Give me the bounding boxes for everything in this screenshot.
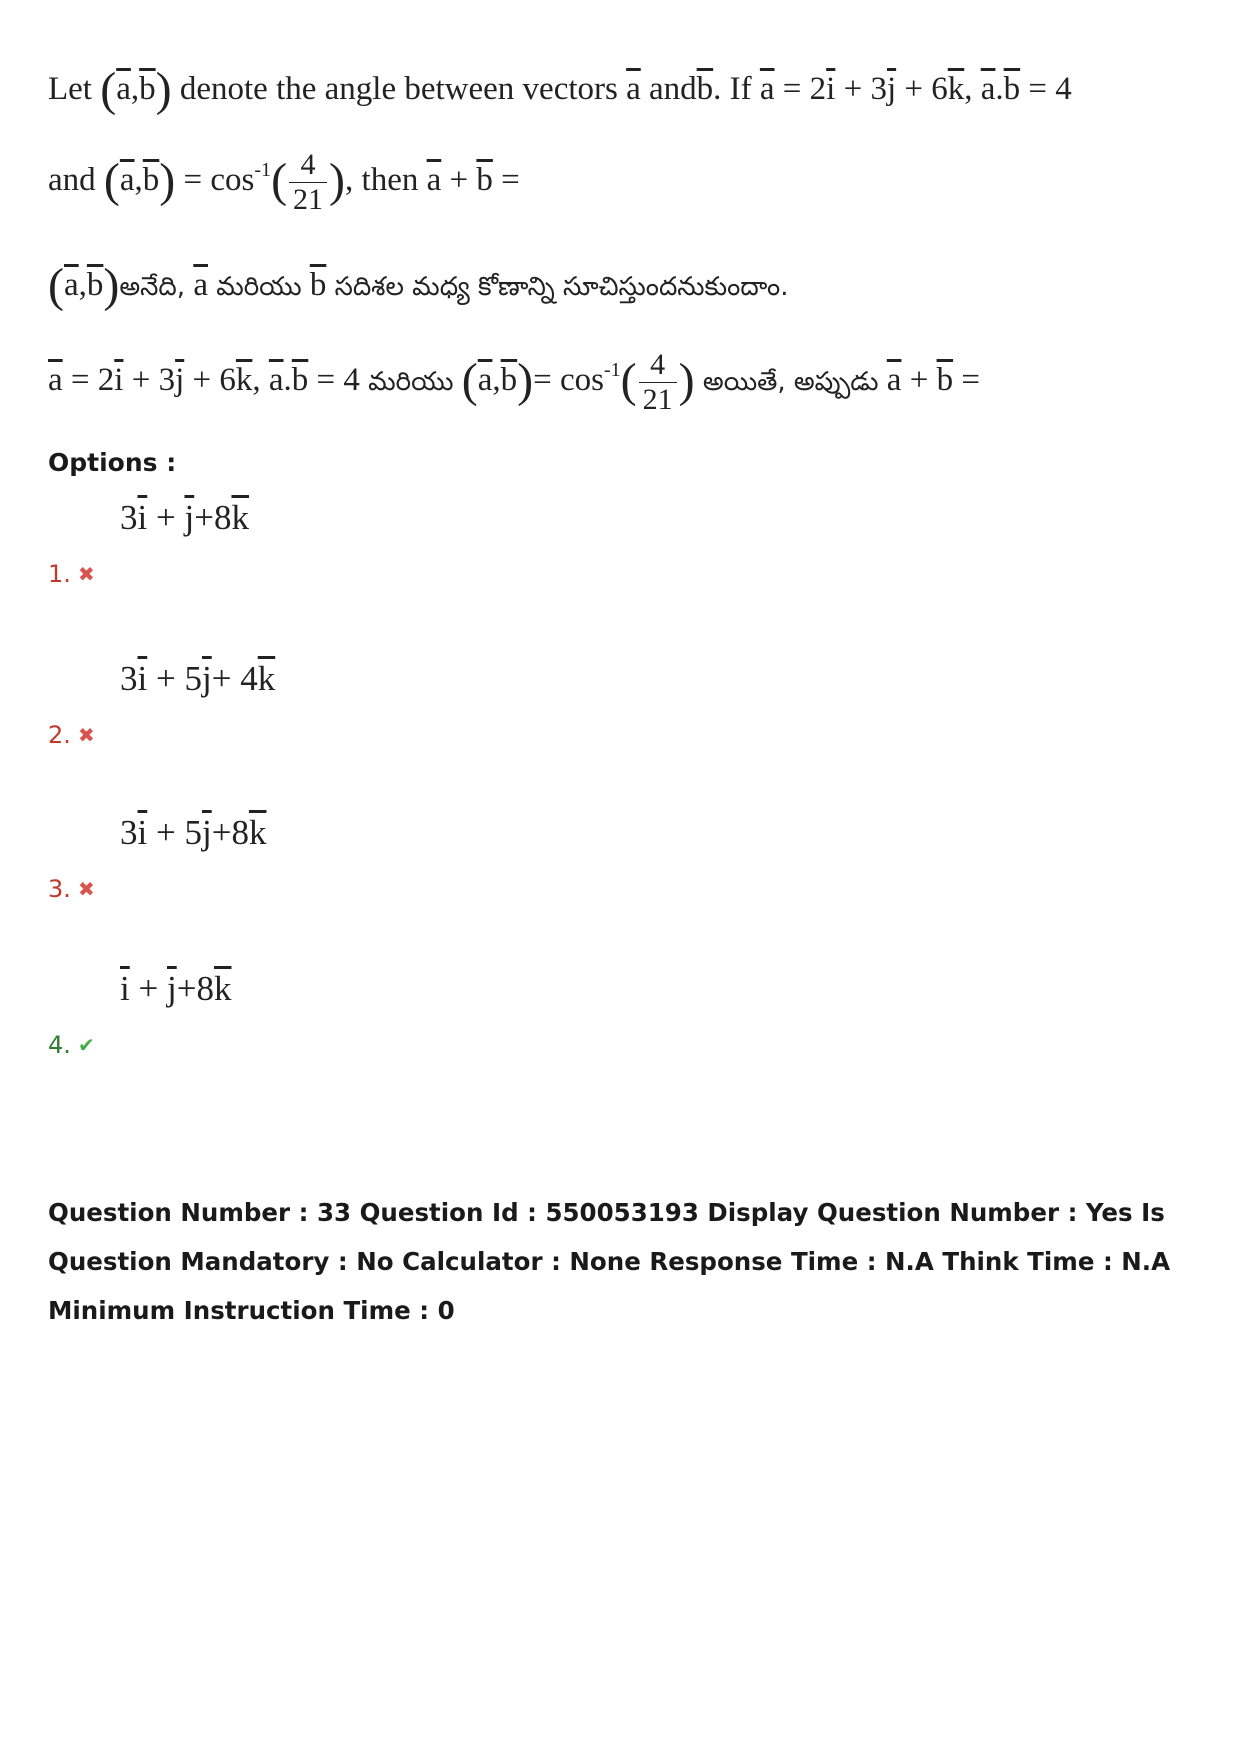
plus: + [211,659,232,698]
dot-b-2: $\overline{b}$ [291,362,309,399]
vec-a-6: $\overline{a}$ [477,362,493,399]
option-number: 1. [48,560,71,588]
inverse-sup-2: -1 [604,359,621,382]
option-2[interactable] [48,659,648,749]
paren-close-2: ) [159,154,176,208]
comma-5: , [252,362,261,399]
option-4[interactable] [48,969,648,1059]
telugu-mariyu: మరియు [216,272,302,302]
paren-open-3: ( [271,154,288,208]
coef-k: 4 [240,659,258,698]
plus: + [176,969,197,1008]
fraction-denominator: 21 [293,183,324,216]
coef-k: 8 [231,813,249,852]
plus-6-b: + 6 [192,362,236,399]
dot-a: $\overline{a}$ [980,71,996,107]
sum-a: $\overline{a}$ [426,162,442,199]
paren-close: ) [155,63,172,116]
paren-close-6: ) [678,354,695,408]
unit-i: $\overline{i}$ [137,813,148,852]
eq-2: = 2 [782,71,827,107]
paren-open-4: ( [48,259,64,312]
sum-plus-2: + [909,362,929,399]
unit-k: $\overline{k}$ [213,969,232,1008]
unit-k: $\overline{k}$ [248,813,267,852]
coef-k: 8 [196,969,214,1008]
vec-b: $\overline{b}$ [139,71,156,107]
cross-icon: ✖ [78,562,95,586]
telugu-anedi: అనేది, [119,272,186,302]
unit-j: $\overline{j}$ [166,969,177,1008]
telugu-ayithe: అయితే, అప్పుడు [702,367,879,398]
coef-j: 5 [184,659,202,698]
and-text: and [649,71,697,107]
telugu-rest: సదిశల మధ్య కోణాన్ని సూచిస్తుందనుకుందాం. [334,272,789,302]
question-english-line-2 [48,148,520,217]
cross-icon: ✖ [78,877,95,901]
comma: , [130,71,140,107]
paren-close-5: ) [517,354,534,408]
question-image [48,40,1072,440]
let-text: Let [48,71,92,107]
unit-j: $\overline{j}$ [184,498,195,537]
sum-equals: = [501,162,520,199]
unit-i: $\overline{i}$ [826,71,836,107]
unit-j: $\overline{j}$ [886,71,897,107]
telugu-mariyu-2: మరియు [368,367,454,398]
dot-value: = 4 [1028,71,1072,107]
angle-desc-text: denote the angle between vectors [179,71,618,107]
paren-close-4: ) [103,259,120,312]
option-expression [120,498,249,538]
paren-open-6: ( [620,354,637,408]
paren-open: ( [100,63,117,116]
option-1[interactable] [48,498,648,588]
dot-b: $\overline{b}$ [1003,71,1021,107]
fraction-denominator-2: 21 [642,383,673,416]
unit-k: $\overline{k}$ [257,659,276,698]
plus: + [155,659,176,698]
coef-k: 8 [213,498,232,537]
option-expression [120,969,231,1009]
coef-i: 3 [120,659,138,698]
vec-a-def: $\overline{a}$ [759,71,775,107]
eq-2-b: = 2 [70,362,115,399]
plus: + [155,813,176,852]
vec-b-2: $\overline{b}$ [696,71,714,107]
question-telugu-line-1 [48,258,789,313]
unit-i: $\overline{i}$ [137,659,148,698]
coef-i: 3 [120,813,138,852]
vec-b-6: $\overline{b}$ [500,362,518,399]
unit-j-2: $\overline{j}$ [175,362,185,399]
vec-a-def-2: $\overline{a}$ [48,362,63,399]
coef-j: 5 [184,813,202,852]
dot-2: . [283,362,292,399]
vec-a-3: $\overline{a}$ [119,162,135,199]
unit-i: $\overline{i}$ [120,969,130,1008]
option-expression [120,659,275,699]
comma-2: , [964,71,973,107]
unit-i: $\overline{i}$ [137,498,148,537]
sum-b-2: $\overline{b}$ [936,362,954,399]
inverse-sup: -1 [254,159,272,182]
cos-text-2: = cos [533,362,604,399]
option-3[interactable] [48,813,648,903]
plus: + [155,498,176,537]
coef-i: 3 [120,498,138,537]
plus-3-b: + 3 [131,362,176,399]
unit-k: $\overline{k}$ [231,498,249,537]
unit-k: $\overline{k}$ [947,71,965,107]
question-telugu-line-2 [48,348,980,417]
fraction-numerator: 4 [289,148,327,183]
plus: + [194,498,214,537]
unit-j: $\overline{j}$ [201,813,212,852]
plus-6: + 6 [904,71,948,107]
vec-b-4: $\overline{b}$ [86,267,104,303]
unit-i-2: $\overline{i}$ [114,362,124,399]
vec-a-5: $\overline{a}$ [193,267,208,303]
comma-3: , [134,162,143,199]
fraction-2 [639,348,677,417]
paren-open-5: ( [461,354,478,408]
option-expression [120,813,266,853]
sum-equals-2: = [961,362,980,399]
options-heading: Options : [48,448,177,477]
question-metadata: Question Number : 33 Question Id : 550053193 Display Question Number : Yes Is Question Mandatory : No Calculator : None Response Time : N.A Think Time : N.A Minimum Instruction Time : 0 [48,1198,1171,1325]
dot: . [995,71,1004,107]
question-english-line-1 [48,62,1072,117]
vec-b-3: $\overline{b}$ [142,162,160,199]
paren-open-2: ( [103,154,120,208]
vec-b-5: $\overline{b}$ [309,267,327,303]
fraction-numerator-2: 4 [639,348,677,383]
unit-j: $\overline{j}$ [201,659,212,698]
dot-value-2: = 4 [316,362,360,399]
paren-close-3: ) [329,154,346,208]
vec-a-2: $\overline{a}$ [626,71,641,107]
sum-plus: + [449,162,469,199]
sum-b: $\overline{b}$ [476,162,493,199]
option-number: 3. [48,875,71,903]
check-icon: ✔ [78,1033,95,1057]
comma-4: , [78,267,87,303]
plus: + [138,969,159,1008]
fraction [289,148,327,217]
cos-text: = cos [183,162,255,199]
dot-a-2: $\overline{a}$ [268,362,284,399]
vec-a-4: $\overline{a}$ [63,267,79,303]
option-number: 4. [48,1031,71,1059]
unit-k-2: $\overline{k}$ [235,362,253,399]
option-number: 2. [48,721,71,749]
sum-a-2: $\overline{a}$ [886,362,902,399]
vec-a: $\overline{a}$ [116,71,131,107]
if-text: . If [713,71,752,107]
then-text: , then [345,162,419,199]
plus-3: + 3 [843,71,887,107]
cross-icon: ✖ [78,723,95,747]
and-text-2: and [48,162,96,199]
plus: + [211,813,232,852]
comma-6: , [492,362,501,399]
